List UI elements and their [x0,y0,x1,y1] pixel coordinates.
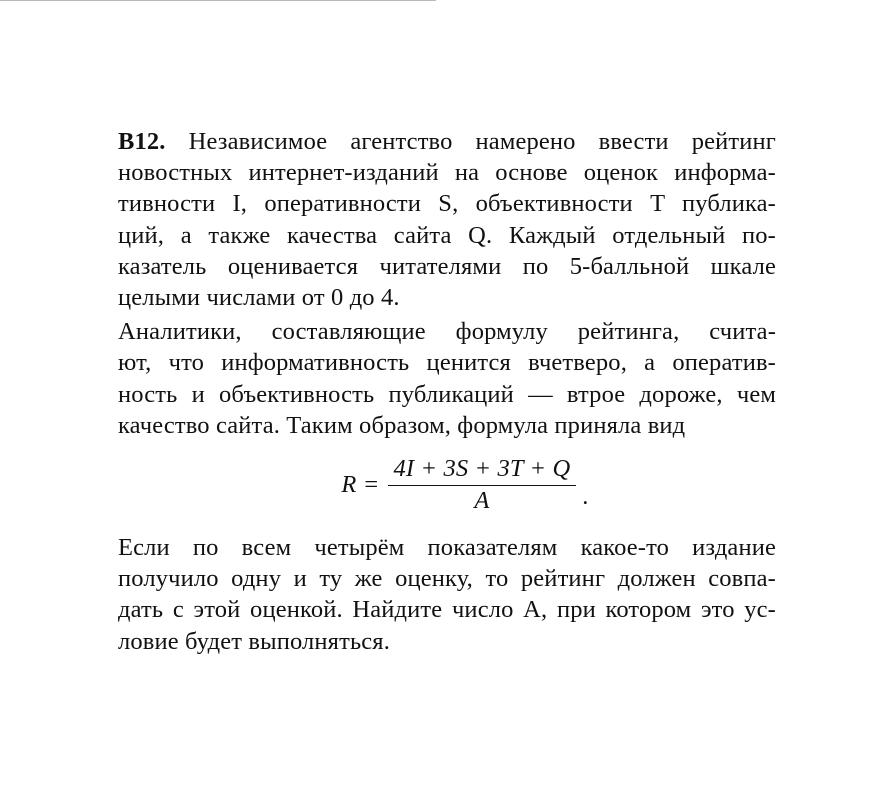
problem-line: тивности I, оперативности S, объективности T публика- [118,190,776,218]
problem-line: Если по всем четырём показателям какое-то издание [118,534,776,562]
problem-line: казатель оценивается читателями по 5-балльной шкале [118,252,776,280]
paragraph-2 [118,316,776,441]
problem-line: дать с этой оценкой. Найдите число A, при котором это ус- [118,596,776,624]
paragraph-3 [118,532,776,657]
problem-line: качество сайта. Таким образом, формула приняла вид [118,411,686,439]
formula-period: . [582,482,589,510]
problem-line: ют, что информативность ценится вчетверо, а оператив- [118,349,776,377]
scan-edge-line [0,0,436,1]
problem-label: B12. [118,128,166,155]
problem-line: ность и объективность публикаций — втрое дороже, чем [118,380,776,408]
problem-line [118,126,776,157]
problem-text [118,126,776,657]
formula-numerator: 4I + 3S + 3T + Q [388,455,577,486]
problem-line: целыми числами от 0 до 4. [118,284,400,312]
problem-line: ций, а также качества сайта Q. Каждый отдельный по- [118,221,776,249]
rating-formula [118,455,776,514]
problem-line: ловие будет выполняться. [118,627,390,655]
formula-fraction [388,455,577,514]
problem-line: получило одну и ту же оценку, то рейтинг должен совпа- [118,565,776,593]
problem-line: новостных интернет-изданий на основе оценок информа- [118,159,776,187]
problem-line: Аналитики, составляющие формулу рейтинга, счита- [118,318,776,346]
formula-lhs: R = [341,470,380,498]
problem-text-fragment: Независимое агентство намерено ввести рейтинг [188,128,776,155]
formula-denominator: A [474,487,490,515]
